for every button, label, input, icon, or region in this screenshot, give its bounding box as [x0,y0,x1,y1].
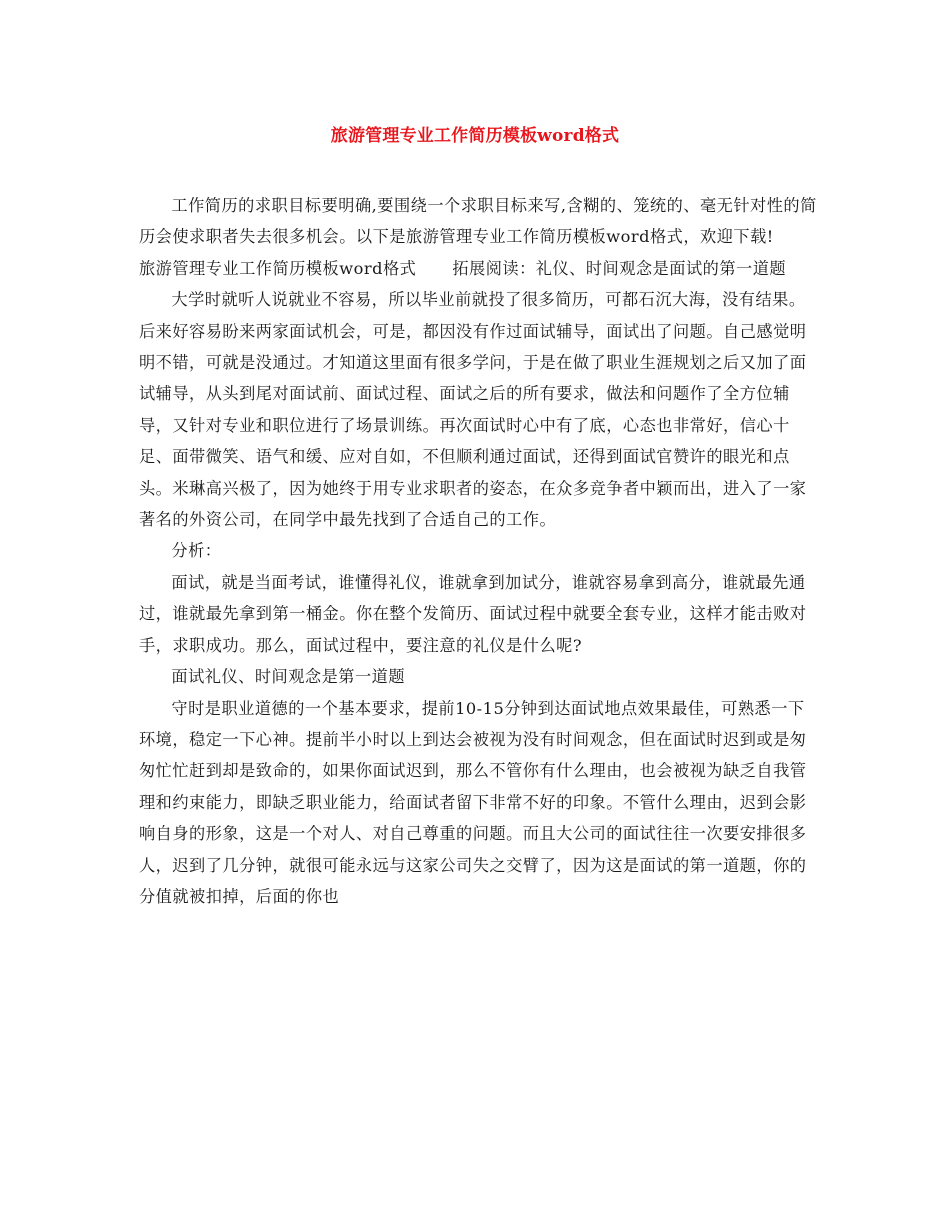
analysis-label: 分析： [171,541,222,561]
section-heading: 面试礼仪、时间观念是第一道题 [171,667,406,687]
subheading-left: 旅游管理专业工作简历模板word格式 [139,258,417,278]
analysis-paragraph: 面试，就是当面考试，谁懂得礼仪，谁就拿到加试分，谁就容易拿到高分，谁就最先通过，谁就最先拿到第一桶金。你在整个发简历、面试过程中就要全套专业，这样才能击败对手，求职成功。那么，面试过程中，要注意的礼仪是什么呢? [139,572,807,655]
punctuality-paragraph: 守时是职业道德的一个基本要求，提前10-15分钟到达面试地点效果最佳，可熟悉一下环境，稳定一下心神。提前半小时以上到达会被视为没有时间观念，但在面试时迟到或是匆匆忙忙赶到却是致命的，如果你面试迟到，那么不管你有什么理由，也会被视为缺乏自我管理和约束能力，即缺乏职业能力，给面试者留下非常不好的印象。不管什么理由，迟到会影响自身的形象，这是一个对人、对自己尊重的问题。而且大公司的面试往往一次要安排很多人，迟到了几分钟，就很可能永远与这家公司失之交臂了，因为这是面试的第一道题，你的分值就被扣掉，后面的你也 [139,698,807,906]
document-title: 旅游管理专业工作简历模板word格式 [330,126,620,146]
intro-paragraph: 工作简历的求职目标要明确,要围绕一个求职目标来写,含糊的、笼统的、毫无针对性的简历会使求职者失去很多机会。以下是旅游管理专业工作简历模板word格式，欢迎下载! [139,196,817,247]
subheading-line [139,253,819,284]
subheading-right: 拓展阅读：礼仪、时间观念是面试的第一道题 [452,258,787,278]
story-paragraph: 大学时就听人说就业不容易，所以毕业前就投了很多简历，可都石沉大海，没有结果。后来好容易盼来两家面试机会，可是，都因没有作过面试辅导，面试出了问题。自己感觉明明不错，可就是没通过。才知道这里面有很多学问，于是在做了职业生涯规划之后又加了面试辅导，从头到尾对面试前、面试过程、面试之后的所有要求，做法和问题作了全方位辅导，又针对专业和职位进行了场景训练。再次面试时心中有了底，心态也非常好，信心十足、面带微笑、语气和缓、应对自如，不但顺利通过面试，还得到面试官赞许的眼光和点头。米琳高兴极了，因为她终于用专业求职者的姿态，在众多竞争者中颖而出，进入了一家著名的外资公司，在同学中最先找到了合适自己的工作。 [139,290,807,530]
document-body [139,190,819,912]
